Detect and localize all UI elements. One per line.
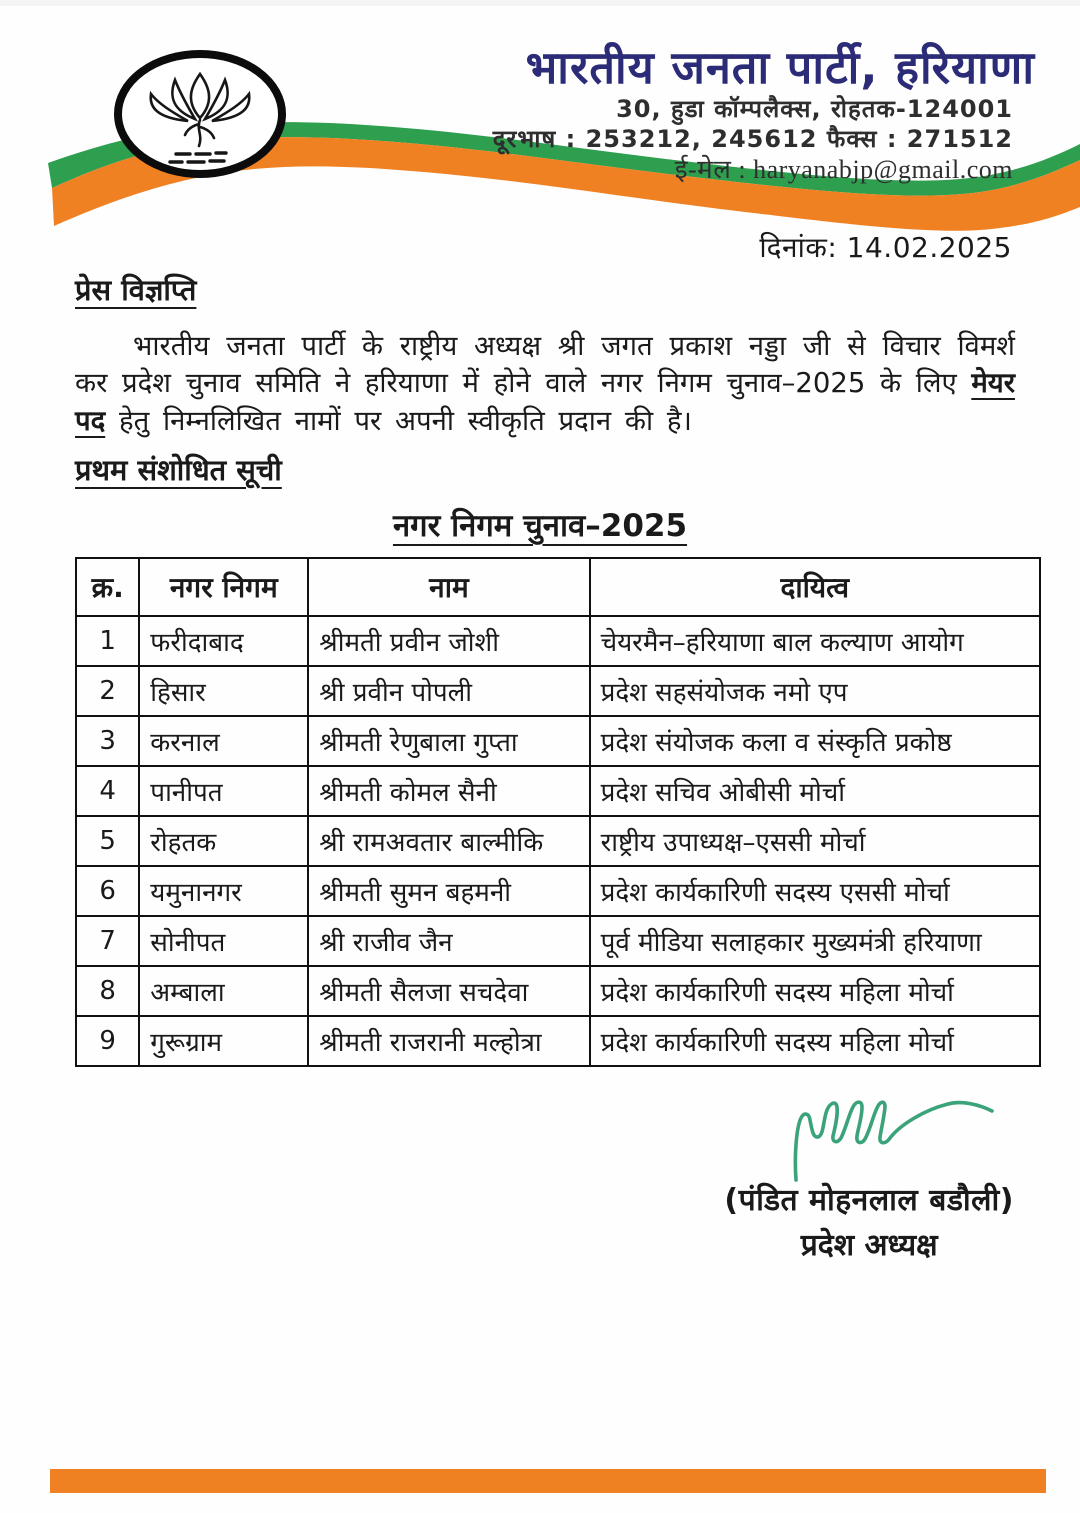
- table-cell: 8: [76, 966, 139, 1016]
- table-header-row: [76, 558, 1040, 616]
- date-line: दिनांक: 14.02.2025: [759, 231, 1012, 264]
- signature-stroke: [795, 1102, 992, 1180]
- table-cell: राष्ट्रीय उपाध्यक्ष–एससी मोर्चा: [590, 816, 1040, 866]
- table-cell: श्री रामअवतार बाल्मीकि: [308, 816, 589, 866]
- table-cell: 3: [76, 716, 139, 766]
- signatory-designation: प्रदेश अध्यक्ष: [800, 1228, 938, 1263]
- footer-bar: [50, 1469, 1046, 1493]
- table-row: [76, 866, 1040, 916]
- table-cell: गुरूग्राम: [139, 1016, 308, 1066]
- table-row: [76, 716, 1040, 766]
- table-cell: श्रीमती सैलजा सचदेवा: [308, 966, 589, 1016]
- table-cell: यमुनानगर: [139, 866, 308, 916]
- table-cell: श्रीमती सुमन बहमनी: [308, 866, 589, 916]
- table-row: [76, 966, 1040, 1016]
- table-cell: 4: [76, 766, 139, 816]
- signatory-block: [724, 1178, 1014, 1264]
- table-cell: चेयरमैन–हरियाणा बाल कल्याण आयोग: [590, 616, 1040, 666]
- revised-list-heading: प्रथम संशोधित सूची: [75, 453, 282, 487]
- table-cell: 7: [76, 916, 139, 966]
- table-row: [76, 916, 1040, 966]
- table-cell: प्रदेश संयोजक कला व संस्कृति प्रकोष्ठ: [590, 716, 1040, 766]
- bjp-lotus-logo: [112, 50, 288, 182]
- table-head: [76, 558, 1040, 616]
- table-cell: 5: [76, 816, 139, 866]
- footer-saffron-rect: [50, 1469, 1046, 1493]
- table-cell: श्री प्रवीन पोपली: [308, 666, 589, 716]
- table-row: [76, 766, 1040, 816]
- table-cell: पानीपत: [139, 766, 308, 816]
- table-cell: श्रीमती कोमल सैनी: [308, 766, 589, 816]
- col-header-corporation: नगर निगम: [139, 558, 308, 616]
- table-cell: प्रदेश सहसंयोजक नमो एप: [590, 666, 1040, 716]
- col-header-serial: क्र.: [76, 558, 139, 616]
- table-cell: श्रीमती राजरानी मल्होत्रा: [308, 1016, 589, 1066]
- table-cell: श्रीमती प्रवीन जोशी: [308, 616, 589, 666]
- lotus-icon: [112, 50, 288, 182]
- table-cell: पूर्व मीडिया सलाहकार मुख्यमंत्री हरियाणा: [590, 916, 1040, 966]
- table-title-text: नगर निगम चुनाव–2025: [392, 508, 688, 544]
- table-title: [0, 504, 1080, 546]
- table-body: [76, 616, 1040, 1066]
- table-cell: प्रदेश कार्यकारिणी सदस्य एससी मोर्चा: [590, 866, 1040, 916]
- table-cell: 9: [76, 1016, 139, 1066]
- table-cell: 1: [76, 616, 139, 666]
- paragraph-text-2: हेतु निम्नलिखित नामों पर अपनी स्वीकृति प्रदान की है।: [105, 404, 692, 437]
- mayor-post-emphasis: मेयर पद: [75, 367, 1015, 437]
- letterhead: [493, 42, 1035, 186]
- phone-fax-line: दूरभाष : 253212, 245612 फैक्स : 271512: [492, 124, 1013, 153]
- table-row: [76, 666, 1040, 716]
- col-header-responsibility: दायित्व: [590, 558, 1040, 616]
- table-cell: करनाल: [139, 716, 308, 766]
- table-cell: रोहतक: [139, 816, 308, 866]
- table-cell: श्रीमती रेणुबाला गुप्ता: [308, 716, 589, 766]
- mayor-candidates-table: [75, 557, 1041, 1067]
- table-cell: हिसार: [139, 666, 308, 716]
- table-cell: 6: [76, 866, 139, 916]
- signatory-name: (पंडित मोहनलाल बडौली): [724, 1183, 1014, 1218]
- table-cell: फरीदाबाद: [139, 616, 308, 666]
- table-cell: प्रदेश कार्यकारिणी सदस्य महिला मोर्चा: [590, 966, 1040, 1016]
- address-line: 30, हुडा कॉम्पलैक्स, रोहतक-124001: [616, 94, 1013, 123]
- table-cell: अम्बाला: [139, 966, 308, 1016]
- table-cell: प्रदेश सचिव ओबीसी मोर्चा: [590, 766, 1040, 816]
- table-cell: श्री राजीव जैन: [308, 916, 589, 966]
- signature-scribble-icon: [786, 1080, 1001, 1192]
- table-cell: प्रदेश कार्यकारिणी सदस्य महिला मोर्चा: [590, 1016, 1040, 1066]
- email-line: ई-मेल : haryanabjp@gmail.com: [674, 154, 1013, 184]
- table-cell: सोनीपत: [139, 916, 308, 966]
- table-cell: 2: [76, 666, 139, 716]
- table-row: [76, 816, 1040, 866]
- table-row: [76, 616, 1040, 666]
- party-title: भारतीय जनता पार्टी, हरियाणा: [525, 41, 1035, 94]
- table-row: [76, 1016, 1040, 1066]
- col-header-name: नाम: [308, 558, 589, 616]
- body-paragraph: [75, 328, 1015, 440]
- paragraph-text-1: भारतीय जनता पार्टी के राष्ट्रीय अध्यक्ष श्री जगत प्रकाश नड्डा जी से विचार विमर्श कर प्रदेश चुनाव समिति ने हरियाणा में होने वाले नगर निगम चुनाव–2025 के लिए: [75, 330, 1015, 400]
- press-note-heading: प्रेस विज्ञप्ति: [75, 273, 197, 307]
